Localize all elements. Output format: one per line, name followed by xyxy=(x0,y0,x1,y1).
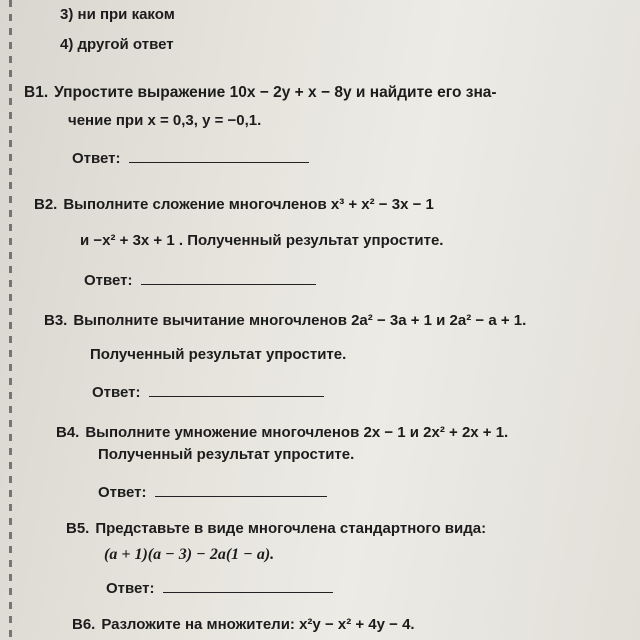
answer-label: Ответ: xyxy=(106,580,155,597)
task-text: Выполните умножение многочленов 2x − 1 и 2x² + 2x + 1. xyxy=(85,424,509,441)
task-label: B1. xyxy=(24,84,49,101)
answer-b2 xyxy=(84,272,316,289)
answer-field[interactable] xyxy=(155,495,327,497)
task-b2-line2: и −x² + 3x + 1 . Полученный результат упростите. xyxy=(80,232,444,249)
answer-b5 xyxy=(106,580,333,597)
task-b2 xyxy=(34,196,434,213)
task-text: Упростите выражение 10x − 2y + x − 8y и найдите его зна- xyxy=(54,84,497,101)
task-label: B3. xyxy=(44,312,68,329)
option-4: 4) другой ответ xyxy=(60,36,174,53)
answer-field[interactable] xyxy=(149,395,324,397)
task-text: Разложите на множители: x²y − x² + 4y − 4. xyxy=(101,616,415,633)
task-label: B6. xyxy=(72,616,96,633)
option-3: 3) ни при каком xyxy=(60,6,175,23)
task-b6 xyxy=(72,616,415,633)
task-b1 xyxy=(24,84,497,102)
task-b5 xyxy=(66,520,486,537)
answer-label: Ответ: xyxy=(98,484,147,501)
task-label: B2. xyxy=(34,196,58,213)
task-text: Выполните вычитание многочленов 2a² − 3a + 1 и 2a² − a + 1. xyxy=(73,312,527,329)
task-b4 xyxy=(56,424,508,441)
answer-b1 xyxy=(72,150,309,167)
task-label: B5. xyxy=(66,520,90,537)
task-b3-line2: Полученный результат упростите. xyxy=(90,346,347,363)
answer-field[interactable] xyxy=(141,283,316,285)
answer-label: Ответ: xyxy=(84,272,133,289)
answer-b4 xyxy=(98,484,327,501)
task-text: Выполните сложение многочленов x³ + x² − 3x − 1 xyxy=(63,196,434,213)
task-b4-line2: Полученный результат упростите. xyxy=(98,446,355,463)
answer-label: Ответ: xyxy=(92,384,141,401)
task-label: B4. xyxy=(56,424,80,441)
task-text: Представьте в виде многочлена стандартного вида: xyxy=(95,520,487,537)
task-b1-line2: чение при x = 0,3, y = −0,1. xyxy=(68,112,262,129)
answer-label: Ответ: xyxy=(72,150,121,167)
task-b3 xyxy=(44,312,526,329)
perforation-line xyxy=(9,0,12,640)
task-b5-line2: (a + 1)(a − 3) − 2a(1 − a). xyxy=(104,546,275,563)
answer-b3 xyxy=(92,384,324,401)
answer-field[interactable] xyxy=(129,161,309,163)
answer-field[interactable] xyxy=(163,591,333,593)
